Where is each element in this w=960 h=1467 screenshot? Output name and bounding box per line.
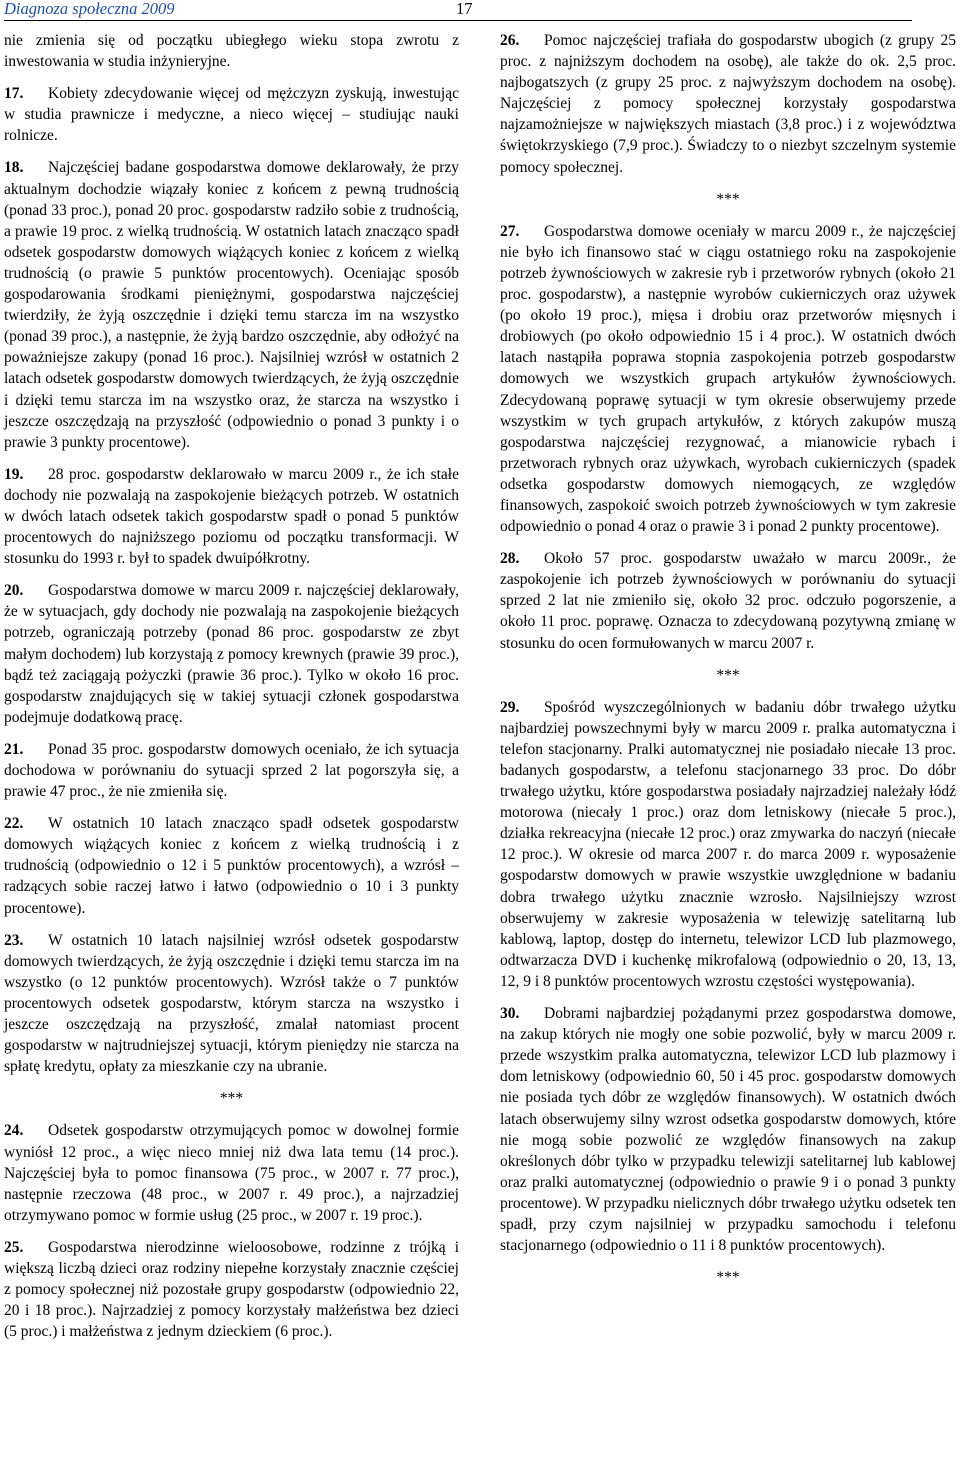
paragraph-number: 17.	[4, 85, 24, 103]
paragraph-text: Gospodarstwa nierodzinne wieloosobowe, rodzinne z trójką i większą liczbą dzieci oraz rodziny niepełne korzystały znacznie częściej z pomocy społecznej niż pozostałe grupy gospodarstw (odpowiednio 22, 20 i 18 proc.). Najrzadziej z pomocy korzystały małżeństwa bez dzieci (5 proc.) i małżeństwa z jednym dzieckiem (6 proc.).	[4, 1238, 459, 1341]
numbered-paragraph	[4, 83, 459, 146]
numbered-paragraph	[500, 221, 956, 537]
numbered-paragraph	[4, 1237, 459, 1342]
paragraph-number: 20.	[4, 582, 24, 600]
paragraph-number: 24.	[4, 1122, 24, 1140]
section-separator: ***	[716, 666, 740, 684]
paragraph-text: 28 proc. gospodarstw deklarowało w marcu 2009 r., że ich stałe dochody nie pozwalają na zaspokojenie bieżących potrzeb. W ostatnich w dwóch latach odsetek takich gospodarstw spadł o ponad 5 punktów procentowych do najniższego poziomu od początku transformacji. W stosunku do 1993 r. był to spadek dwuipółkrotny.	[4, 465, 459, 568]
paragraph-number: 22.	[4, 815, 24, 833]
paragraph-text: Odsetek gospodarstw otrzymujących pomoc w dowolnej formie wyniósł 12 proc., a więc nieco mniej niż dwa lata temu (14 proc.). Najczęściej była to pomoc finansowa (75 proc., w 2007 r. 77 proc.), następnie rzeczowa (48 proc., w 2007 r. 49 proc.), a najrzadziej otrzymywano pomoc w formie usług (25 proc., w 2007 r. 19 proc.).	[4, 1122, 459, 1224]
numbered-paragraph	[4, 1120, 459, 1225]
paragraph-text: Kobiety zdecydowanie więcej od mężczyzn zyskują, inwestując w studia prawnicze i medyczne, a nieco więcej – studiując nauki rolnicze.	[4, 85, 459, 145]
paragraph-text: nie zmienia się od początku ubiegłego wieku stopa zwrotu z inwestowania w studia inżynieryjne.	[4, 32, 459, 71]
paragraph-text: W ostatnich 10 latach najsilniej wzrósł odsetek gospodarstw domowych twierdzących, że żyją oszczędnie i dzięki temu starcza im na wszystko (o 12 punktów procentowych). Wzrósł także o 7 punktów procentowych odsetek gospodarstw, którym starcza na wszystko i jeszcze oszczędzają na przyszłość, zmalał natomiast procent gospodarstw w najtrudniejszej sytuacji, którym pieniędzy nie starcza na spłatę kredytu, opłaty za mieszkanie czy na ubranie.	[4, 931, 459, 1076]
paragraph-number: 26.	[500, 32, 520, 49]
paragraph-text: Dobrami najbardziej pożądanymi przez gospodarstwa domowe, na zakup których nie mogły one sobie pozwolić, były w marcu 2009 r. przede wszystkim pralka automatyczna, telewizor LCD lub plazmowy i dom letniskowy (odpowiednio 60, 50 i 45 proc. gospodarstw domowych nie posiada tych dóbr ze względów finansowych). W ostatnich dwóch latach obserwujemy silny wzrost odsetka gospodarstw domowych, które nie mogą sobie pozwolić ze względów finansowych na zakup określonych dóbr tylko w przypadku telewizji satelitarnej lub kablowej oraz pralki automatycznej (odpowiednio o prawie 9 i o ponad 3 punkty procentowe). W przypadku nielicznych dóbr trwałego użytku odsetek ten spadł, przy czym najsilniej w przypadku samochodu i telefonu stacjonarnego (odpowiednio o 11 i 8 punktów procentowych).	[500, 1005, 956, 1255]
numbered-paragraph	[4, 157, 459, 452]
numbered-paragraph	[4, 464, 459, 569]
numbered-paragraph	[500, 697, 956, 992]
section-separator: ***	[716, 190, 740, 208]
paragraph-text: Spośród wyszczególnionych w badaniu dóbr trwałego użytku najbardziej powszechnymi były w marcu 2009 r. pralka automatyczna i telefon stacjonarny. Pralki automatycznej nie posiadało niecałe 13 proc. badanych gospodarstw, a telefonu stacjonarnego 33 proc. Do dóbr trwałego użytku, które gospodarstwa posiadały najrzadziej należały łódź motorowa (niecały 1 proc.) oraz dom letniskowy (niecałe 5 proc.), działka rekreacyjna (niecałe 12 proc.) oraz zmywarka do naczyń (niecałe 12 proc.). W okresie od marca 2007 r. do marca 2009 r. wyposażenie gospodarstw domowych w prawie wszystkie uwzględnione w badaniu dobra trwałego użytku znacznie wzrosło. Najsilniejszy wzrost obserwujemy w zakresie wyposażenia w telewizję satelitarną lub kablową, laptop, dostęp do internetu, telewizor LCD lub plazmowego, odtwarzacza DVD i kuchenkę mikrofalową (odpowiednio o 20, 13, 13, 12, 9 i 8 punktów procentowych wzrostu częstości występowania).	[500, 698, 956, 990]
paragraph-number: 25.	[4, 1238, 24, 1256]
numbered-paragraph	[4, 739, 459, 802]
page-number: 17	[456, 0, 473, 18]
paragraph-number: 18.	[4, 159, 24, 177]
numbered-paragraph	[4, 930, 459, 1078]
paragraph-number: 21.	[4, 740, 24, 758]
numbered-paragraph	[500, 548, 956, 653]
paragraph-text: W ostatnich 10 latach znacząco spadł odsetek gospodarstw domowych wiążących koniec z końcem z wielką trudnością i z trudnością (odpowiednio o 12 i 5 punktów procentowych), a wzrósł – radzących sobie raczej łatwo i łatwo (odpowiednio o 10 i 3 punkty procentowe).	[4, 815, 459, 917]
paragraph-number: 28.	[500, 550, 520, 568]
paragraph-text: Około 57 proc. gospodarstw uważało w marcu 2009r., że zaspokojenie ich potrzeb żywnościowych w porównaniu do sytuacji sprzed 2 lat nie zmieniło się, około 32 proc. odczuło pogorszenie, a około 11 proc. poprawę. Oznacza to zdecydowaną pozytywną zmianę w stosunku do ocen formułowanych w marcu 2007 r.	[500, 550, 956, 652]
paragraph-text: Pomoc najczęściej trafiała do gospodarstw ubogich (z grupy 25 proc. z najniższym dochodem na osobę), ale także do ok. 2,5 proc. najbogatszych (z grupy 25 proc. z najwyższym dochodem na osobę). Najczęściej z pomocy społecznej korzystały gospodarstwa najzamożniejsze w największych miastach (3,8 proc.) i z województwa świętokrzyskiego (7,9 proc.). Świadczy to o niezbyt szczelnym systemie pomocy społecznej.	[500, 32, 956, 176]
document-title: Diagnoza społeczna 2009	[4, 0, 175, 18]
right-column	[500, 30, 956, 1299]
paragraph-number: 19.	[4, 465, 24, 483]
numbered-paragraph	[500, 30, 956, 178]
numbered-paragraph	[4, 30, 459, 72]
numbered-paragraph	[4, 813, 459, 918]
paragraph-text: Gospodarstwa domowe oceniały w marcu 2009 r., że najczęściej nie było ich finansowo stać w ciągu ostatniego roku na zaspokojenie potrzeb żywnościowych w zakresie ryb i przetworów rybnych (około 21 proc. gospodarstw), a następnie wyrobów cukierniczych oraz używek (po około 19 proc.), mięsa i drobiu oraz przetworów mięsnych i drobiowych (po około odpowiednio 15 i 4 proc.). W ostatnich dwóch latach nastąpiła poprawa stopnia zaspokojenia potrzeb gospodarstw domowych we wszystkich grupach artykułów żywnościowych. Zdecydowaną poprawę sytuacji w tym okresie obserwujemy przede wszystkim w tych grupach artykułów, z których zakupów muszą gospodarstwa najczęściej rezygnować, a mianowicie rybach i przetworach rybnych oraz używkach, wyrobach cukierniczych (spadek odsetka gospodarstw domowych niemogących, ze względów finansowych, zaspokoić swoich potrzeb żywnościowych w tym zakresie odpowiednio o ponad 4 oraz o prawie 3 i ponad 2 punkty procentowe).	[500, 222, 956, 536]
paragraph-number: 23.	[4, 931, 24, 949]
section-separator: ***	[219, 1090, 244, 1108]
paragraph-text: Gospodarstwa domowe w marcu 2009 r. najczęściej deklarowały, że w sytuacjach, gdy dochody nie pozwalają na zaspokojenie bieżących potrzeb, ograniczają potrzeby (ponad 86 proc. gospodarstw ze zbyt małym dochodem) lub korzystają z pomocy krewnych (prawie 39 proc.), bądź też zaciągają pożyczki (prawie 36 proc.). Tylko w około 16 proc. gospodarstw znajdujących się w takiej sytuacji członek gospodarstwa podejmuje dodatkową pracę.	[4, 582, 459, 726]
numbered-paragraph	[500, 1003, 956, 1256]
paragraph-number: 27.	[500, 222, 520, 240]
section-separator: ***	[716, 1269, 740, 1287]
running-header	[4, 0, 912, 21]
left-column	[4, 30, 459, 1353]
numbered-paragraph	[4, 580, 459, 728]
paragraph-text: Ponad 35 proc. gospodarstw domowych oceniało, że ich sytuacja dochodowa w porównaniu do sytuacji sprzed 2 lat pogorszyła się, a prawie 47 proc., że nie zmieniła się.	[4, 740, 459, 801]
paragraph-number: 30.	[500, 1005, 520, 1023]
paragraph-text: Najczęściej badane gospodarstwa domowe deklarowały, że przy aktualnym dochodzie wiązały koniec z końcem z pewną trudnością (ponad 33 proc.), ponad 20 proc. gospodarstw radziło sobie z trudnością, a prawie 19 proc. z wielką trudnością. W ostatnich latach znacząco spadł odsetek gospodarstw domowych wiążących koniec z końcem z wielką trudnością (o prawie 5 punktów procentowych). Oceniając sposób gospodarowania środkami pieniężnymi, gospodarstwa najczęściej twierdziły, że żyją oszczędnie i dzięki temu starcza im na wszystko (ponad 39 proc.), a następnie, że żyją bardzo oszczędnie, aby odłożyć na poważniejsze zakupy (ponad 16 proc.). Najsilniej wzrósł w ostatnich 2 latach odsetek gospodarstw domowych twierdzących, że żyją oszczędnie i dzięki temu starcza im na wszystko oraz, że starcza na wszystko i jeszcze oszczędzają na przyszłość (odpowiednio o ponad 3 punkty i o prawie 3 punkty procentowe).	[4, 159, 459, 451]
paragraph-number: 29.	[500, 698, 520, 716]
